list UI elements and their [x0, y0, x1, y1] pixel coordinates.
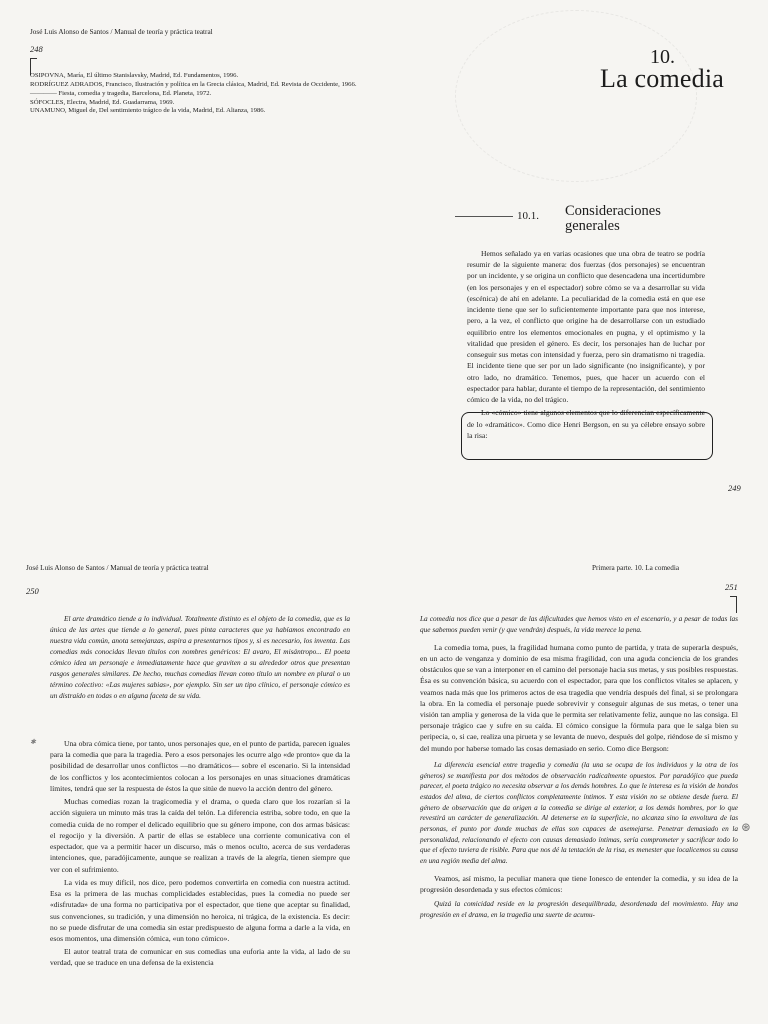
bibliography-list	[30, 72, 360, 116]
spread-250-251	[0, 512, 768, 1024]
quote-block-bergson	[50, 614, 350, 702]
quote-text: La comedia nos dice que a pesar de las dificultades que hemos visto en el escenario, y a pesar de todas las que sabemos pueden venir (y que vendrán) después, la vida merece la pena.	[420, 614, 738, 634]
quote-text: Quizá la comicidad reside en la progresión desequilibrada, desordenada del movimiento. Hay una progresión en el drama, en la tragedia una suerte de acumu-	[420, 899, 738, 919]
pen-circle-annotation	[461, 412, 713, 460]
body-paragraph: Veamos, así mismo, la peculiar manera que tiene Ionesco de entender la comedia, y su idea de la progresión desordenada y sus efectos cómicos:	[420, 873, 738, 894]
body-paragraph: La comedia toma, pues, la fragilidad humana como punto de partida, y trata de superarla después, en un acto de venganza y dominio de esa misma fragilidad, con una aguda conciencia de los grandes obstáculos que se van a interponer en el camino del personaje hacia sus metas, y sus posibles respuestas. Ésa es su convención básica, su acuerdo con el espectador, para que los conflictos vitales se aplacen, y veamos nada más que los primeros actos de esa tragedia que vendría después del final, si se prolongara la obra. En la comedia el personaje puede sobrevivir y conseguir algunas de sus metas, o tener una visión tan amplia y generosa de la vida que le permita ser relativamente feliz, aunque no las consiga. El personaje trágico cae y sufre en su caída. El cómico consigue la fórmula para que le salga bien su peripecia, o, si cae, realiza una pirueta y se levanta de nuevo, después del golpe, riéndose de sí mismo y del mundo por haberse tomado las cosas demasiado en serio. Como dice Bergson:	[420, 642, 738, 753]
page-number-251: 251	[725, 582, 738, 592]
bibliography-entry: SÓFOCLES, Electra, Madrid, Ed. Guadarrama, 1969.	[30, 98, 175, 106]
margin-pencil-mark: ✱	[30, 738, 36, 746]
corner-bracket-right	[730, 596, 737, 613]
page-number-248: 248	[30, 44, 43, 54]
section-title: Consideraciones generales	[565, 203, 661, 235]
body-paragraph: El autor teatral trata de comunicar en sus comedias una euforia ante la vida, al lado de su verdad, que se traduce en una defensa de la existencia	[50, 947, 350, 968]
running-header-left: José Luis Alonso de Santos / Manual de teoría y práctica teatral	[30, 28, 213, 36]
body-column-250	[50, 738, 350, 969]
body-paragraph: Una obra cómica tiene, por tanto, unos personajes que, en el punto de partida, parecen iguales para la comedia que para la tragedia. Pero a esos personajes les ocurre algo «de pronto» que da la posibilidad de desarrollar unos conflictos —no dramáticos— sobre el escenario. Si la intensidad de los conflictos y los acontecimientos colocan a los personajes en unas situaciones dramáticas límites, tendrá que ser la respuesta de éstos la que sitúe de nuevo la acción dentro del género.	[50, 739, 350, 793]
bibliography-entry: UNAMUNO, Miguel de, Del sentimiento trágico de la vida, Madrid, Ed. Alianza, 1986.	[30, 107, 266, 115]
body-column-251	[420, 614, 738, 920]
body-paragraph: Hemos señalado ya en varias ocasiones que una obra de teatro se podría resumir de la siguiente manera: dos fuerzas (dos personajes) se encuentran por un incidente, y se origina un conflicto que desencadena una incertidumbre (en los personajes y en el espectador) sobre cómo se va a desarrollar su vida (escénica) de ahí en adelante. La peculiaridad de la comedia está en que ese incidente tiene que ser lo suficientemente importante para que nos interese, pero, a la vez, el conflicto que origine ha de desarrollarse con un estudiado equilibrio entre los elementos emocionales en pugna, y el optimismo y la vitalidad que presiden el género. Es decir, los personajes han de luchar por conseguir sus metas con intensidad y fuerza, pero sin dramatismo ni tragedia. El incidente tiene que ser por un lado significante (no insignificante), y por otro lado, no dramático. Tenemos, pues, que hacer un acuerdo con el espectador para hablar, durante el tiempo de la representación, del sentimiento cómico de la vida, no del trágico.	[467, 249, 705, 405]
body-paragraph: Muchas comedias rozan la tragicomedia y el drama, o queda claro que los rozarían si la acción siguiera un minuto más tras la caída del telón. La diferencia estriba, sobre todo, en que la comedia cuida de no romper el delicado equilibrio que su género impone, con dos armas básicas: el regocijo y la diversión. A partir de ellas se establece una corriente comunicativa con el espectador, que va a permitir hacer un discurso, más o menos oculto, acerca de sus verdaderas intenciones, que, paradójicamente, aunque se realizan a través de la alegría, tienen siempre que ver con el sufrimiento.	[50, 797, 350, 874]
body-paragraph: La vida es muy difícil, nos dice, pero podemos convertirla en comedia con nuestra actitud. Esa es la primera de las muchas complicidades establecidas, pues la comedia no puede ser «disfrutada» de una forma no participativa por el espectador, que tiene que aceptar su finalidad, sus convenciones, su tradición, y una dimensión no heroica, ni trágica, de la existencia. Es decir: no se puede disfrutar de una comedia sin estar predispuesto de alguna forma a darle a la vida, en esos momentos, una dimensión cómica, «un tono cómico».	[50, 877, 350, 943]
bibliography-entry: ———— Fiesta, comedia y tragedia, Barcelona, Ed. Planeta, 1972.	[30, 89, 212, 97]
running-header-right: Primera parte. 10. La comedia	[592, 564, 680, 572]
bibliography-entry: RODRÍGUEZ ADRADOS, Francisco, Ilustración y política en la Grecia clásica, Madrid, Ed. Revista de Occidente, 1966.	[30, 80, 357, 88]
quote-text: La diferencia esencial entre tragedia y comedia (la una se ocupa de los individuos y la otra de los géneros) se manifiesta por dos métodos de observación radicalmente opuestos. Por paradójico que pueda parecer, el poeta trágico no necesita observar a los demás hombres. Lo que le interesa es la visión de hondos estados del alma, de ciertos conflictos completamente íntimos. Y esta visión no se obtiene desde fuera. El género de observación que da origen a la comedia se dirige al exterior, a los demás hombres, por lo que revestirá un carácter de generalización. Al detenerse en la superficie, no alcanza sino la envoltura de las personas, el punto por donde muchas de ellas son capaces de asemejarse. Penetrar demasiado en la personalidad, relacionando el efecto con causas demasiado íntimas, sería comprometer y sacrificar todo lo que el efecto tuviera de risible. Para que nos dé la tentación de la risa, es menester que localicemos su causa en una región media del alma.	[420, 760, 738, 865]
body-paragraph: Lo «cómico» tiene algunos elementos que lo diferencian específicamente de lo «dramático». Como dice Henri Bergson, en su ya célebre ensayo sobre la risa:	[467, 408, 705, 440]
bibliography-entry: OSIPOVNA, María, El último Stanislavsky, Madrid, Ed. Fundamentos, 1996.	[30, 72, 239, 79]
page-number-249: 249	[728, 483, 741, 493]
chapter-title: La comedia	[600, 64, 724, 93]
section-rule	[455, 216, 513, 217]
margin-pencil-mark: ⊛	[741, 820, 752, 834]
page-number-250: 250	[26, 586, 39, 596]
running-header-left: José Luis Alonso de Santos / Manual de teoría y práctica teatral	[26, 564, 209, 572]
section-number: 10.1.	[517, 210, 539, 222]
quote-text: El arte dramático tiende a lo individual. Totalmente distinto es el objeto de la comedia, que es la única de las artes que tiende a lo general, pues pinta caracteres que ya habíamos encontrado en nuestra vida común, anota semejanzas, aspira a presentarnos tipos y, si es necesario, los inventa. Las comedias más conocidas llevan títulos con nombres genéricos: El avaro, El misántropo... El poeta cómico idea un personaje e inmediatamente hace que graviten a su alrededor otros que presentan rasgos generales similares. De hecho, muchas comedias llevan como título un nombre en plural o un término colectivo: «Las mujeres sabias», por ejemplo. Sin ser un tipo clínico, el personaje cómico es un distraído en todas o en alguna faceta de su vida.	[50, 614, 350, 700]
chapter-number: 10.	[650, 46, 675, 68]
faint-watermark	[455, 10, 697, 182]
